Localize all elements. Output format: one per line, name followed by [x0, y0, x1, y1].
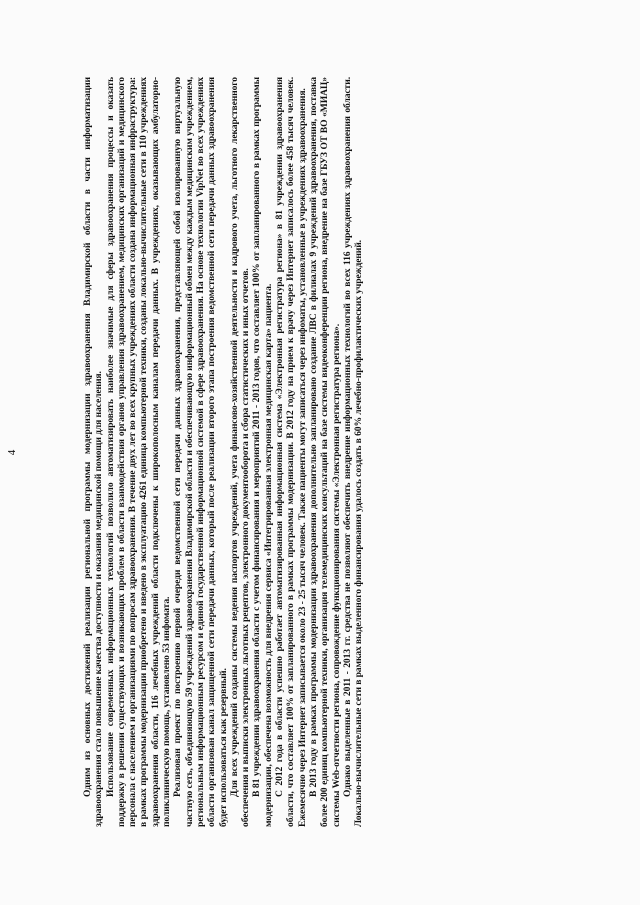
paragraph: Однако выделенные в 2011 - 2013 гг. средства не позволяют обеспечить внедрение информационных технологий во всех 116 учреждениях здравоохранения области. Локально-вычислительные сети в рамках выделенного финансирования удалось создать в 60% лечебно-профилактических учреждений. — [341, 77, 365, 827]
paragraph: С 2012 года в области успешно работает автоматизированная информационная система «Электронная регистратура региона» в 81 учреждении здравоохранения области, что составляет 100% от запланированного в рамках программы модернизации. В 2012 году на прием к врачу через Интернет записалось более 458 тысяч человек. Ежемесячно через Интернет записывается около 23 - 25 тысяч человек. Также пациенты могут записаться через инфоматы, установленные в учреждениях здравоохранения. — [274, 77, 308, 827]
paragraph: Использование современных информационных технологий позволило автоматизировать наиболее значимые для сферы здравоохранения процессы и оказать поддержку в решении существующих и возникающих проблем в области взаимодействия органов управления здравоохранением, медицинских организаций и медицинского персонала с населением и организациями по вопросам здравоохранения. В течение двух лет во всех крупных учреждениях области создана информационная инфраструктура: в рамках программы модернизации приобретено и введено в эксплуатацию 4261 единица компьютерной техники, созданы локально-вычислительные сети в 110 учреждениях здравоохранения области, 116 лечебных учреждений области подключены к широкополосным каналам передачи данных. В учреждениях, оказывающих амбулаторно-поликлиническую помощь, установлено 53 инфомата. — [104, 77, 173, 827]
paragraph: В 2013 году в рамках программы модернизации здравоохранения дополнительно запланировано создание ЛВС в филиалах 9 учреждений здравоохранения, поставка более 200 единиц компьютерной техники, организация телемедицинских консультаций на базе системы видеоконференции региона, внедрение на базе ГБУЗ ОТ ВО «МИАЦ» системы Web-отчетности региона, сопровождение функционирования системы «Электронная регистратура региона». — [307, 77, 342, 827]
paragraph: Одним из основных достижений реализации региональной программы модернизации здравоохранения Владимирской области в части информатизации здравоохранения стало повышение качества доступности и оказания медицинской помощи для населения. — [82, 77, 105, 827]
page-number: 4 — [6, 449, 18, 456]
body-text — [82, 77, 364, 827]
paragraph: Для всех учреждений созданы системы ведения паспортов учреждений, учета финансово-хозяйственной деятельности и кадрового учета, льготного лекарственного обеспечения и выписки электронных льготных рецептов, электронного документооборота и сбора статистических и иных отчетов. — [228, 77, 252, 827]
paragraph: В 81 учреждении здравоохранения области с учетом финансирования и мероприятий 2011 - 2013 годов, что составляет 100% от запланированного в рамках программы модернизации, обеспечена возможность для внедрения сервиса «Интегрированная электронная медицинская карта» пациента. — [251, 77, 274, 827]
paragraph: Реализован проект по построению первой очереди ведомственной сети передачи данных здравоохранения, представляющей собой изолированную виртуальную частную сеть, объединяющую 59 учреждений здравоохранения Владимирской области и обеспечивающую информационный обмен между каждым медицинским учреждением, региональным информационным ресурсом и единой государственной информационной системой в сфере здравоохранения. На основе технологии VipNet во всех учреждениях области организован канал защищенной сети передачи данных, который после реализации второго этапа построения ведомственной сети передачи данных здравоохранения будет использоваться как резервный. — [172, 77, 229, 827]
